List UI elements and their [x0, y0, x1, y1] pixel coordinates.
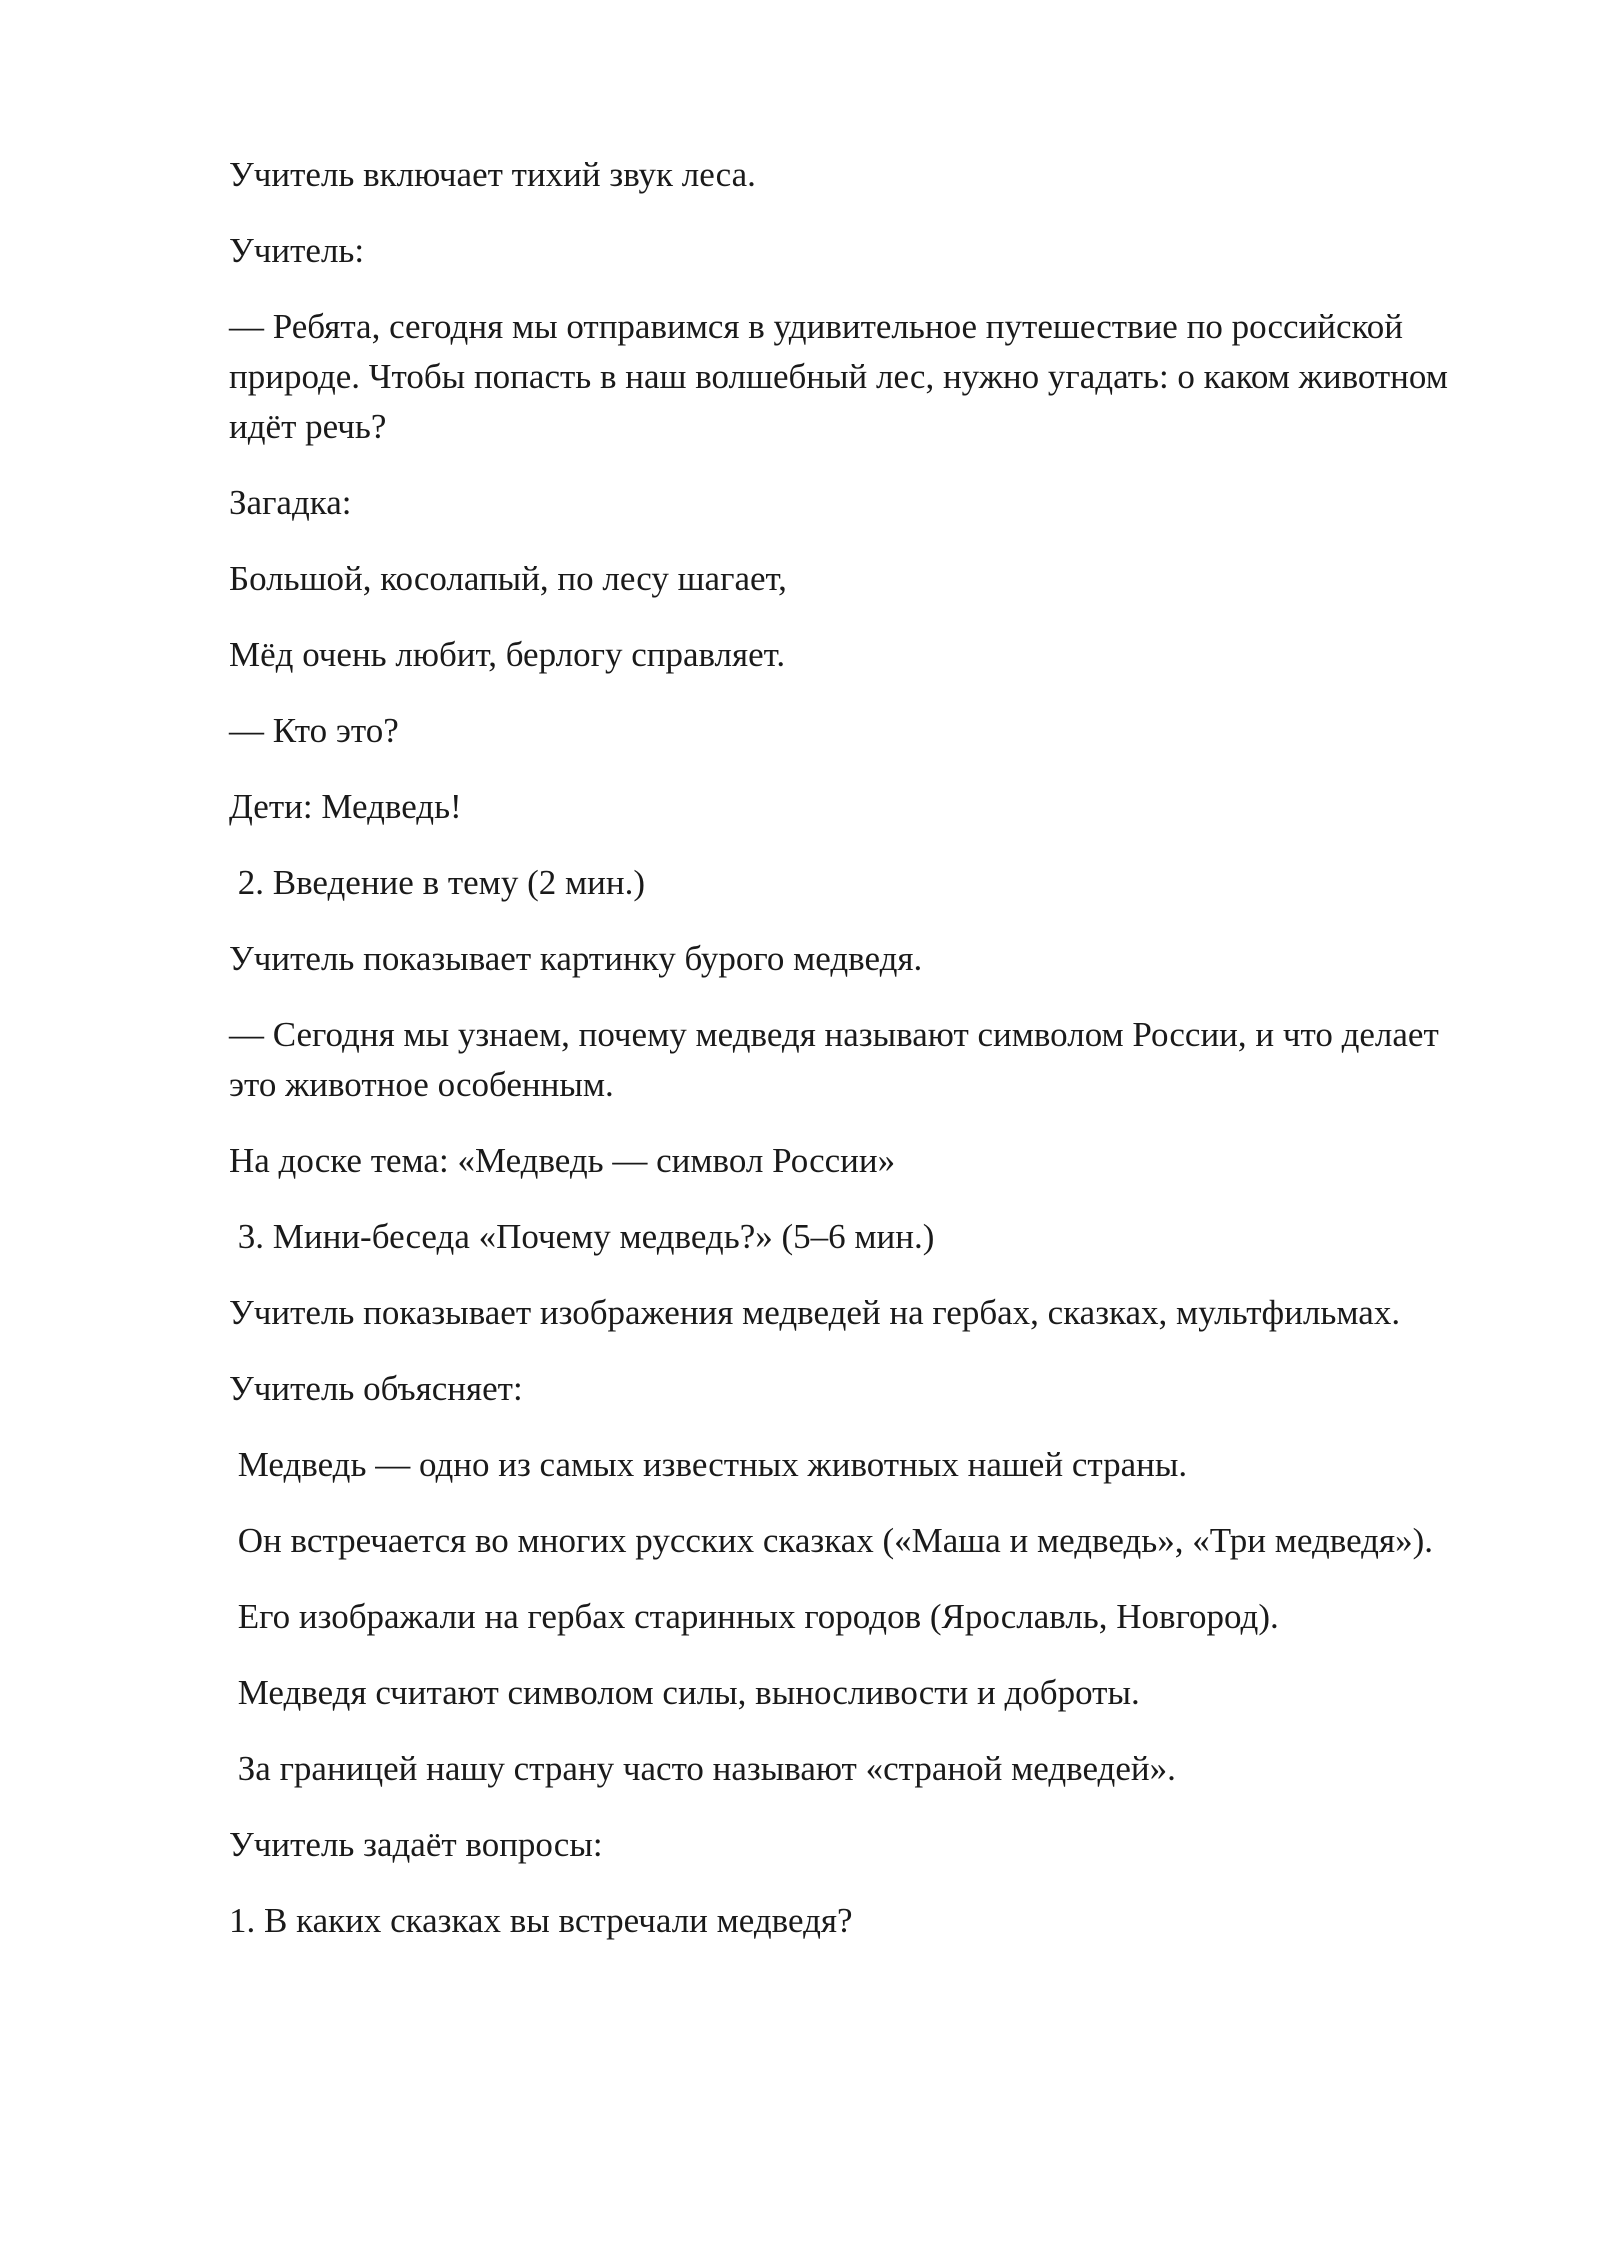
- paragraph-show-picture: Учитель показывает картинку бурого медведя.: [229, 939, 923, 978]
- paragraph-today-topic: — Сегодня мы узнаем, почему медведя называют символом России, и что делает это животное особенным.: [229, 1015, 1448, 1104]
- paragraph-fact-3: Его изображали на гербах старинных городов (Ярославль, Новгород).: [229, 1597, 1279, 1636]
- paragraph-fact-2: Он встречается во многих русских сказках («Маша и медведь», «Три медведя»).: [229, 1521, 1433, 1560]
- paragraph-question-1: 1. В каких сказках вы встречали медведя?: [229, 1901, 853, 1940]
- document-text: [229, 150, 1479, 1972]
- paragraph-fact-4: Медведя считают символом силы, выносливости и доброты.: [229, 1673, 1140, 1712]
- paragraph-sound: Учитель включает тихий звук леса.: [229, 155, 756, 194]
- paragraph-fact-1: Медведь — одно из самых известных животных нашей страны.: [229, 1445, 1188, 1484]
- paragraph-teacher-label: Учитель:: [229, 231, 365, 270]
- paragraph-teacher-explains: Учитель объясняет:: [229, 1369, 523, 1408]
- section-heading-3: 3. Мини-беседа «Почему медведь?» (5–6 мин.): [229, 1217, 935, 1256]
- paragraph-teacher-intro: — Ребята, сегодня мы отправимся в удивительное путешествие по российской природе. Чтобы попасть в наш волшебный лес, нужно угадать: о каком животном идёт речь?: [229, 307, 1457, 446]
- paragraph-show-images: Учитель показывает изображения медведей на гербах, сказках, мультфильмах.: [229, 1293, 1401, 1332]
- paragraph-teacher-asks: Учитель задаёт вопросы:: [229, 1825, 603, 1864]
- paragraph-riddle-question: — Кто это?: [229, 711, 399, 750]
- paragraph-riddle-line-2: Мёд очень любит, берлогу справляет.: [229, 635, 786, 674]
- paragraph-children-answer: Дети: Медведь!: [229, 787, 462, 826]
- paragraph-riddle-line-1: Большой, косолапый, по лесу шагает,: [229, 559, 787, 598]
- paragraph-riddle-label: Загадка:: [229, 483, 352, 522]
- paragraph-fact-5: За границей нашу страну часто называют «страной медведей».: [229, 1749, 1176, 1788]
- paragraph-board-topic: На доске тема: «Медведь — символ России»: [229, 1141, 896, 1180]
- section-heading-2: 2. Введение в тему (2 мин.): [229, 863, 646, 902]
